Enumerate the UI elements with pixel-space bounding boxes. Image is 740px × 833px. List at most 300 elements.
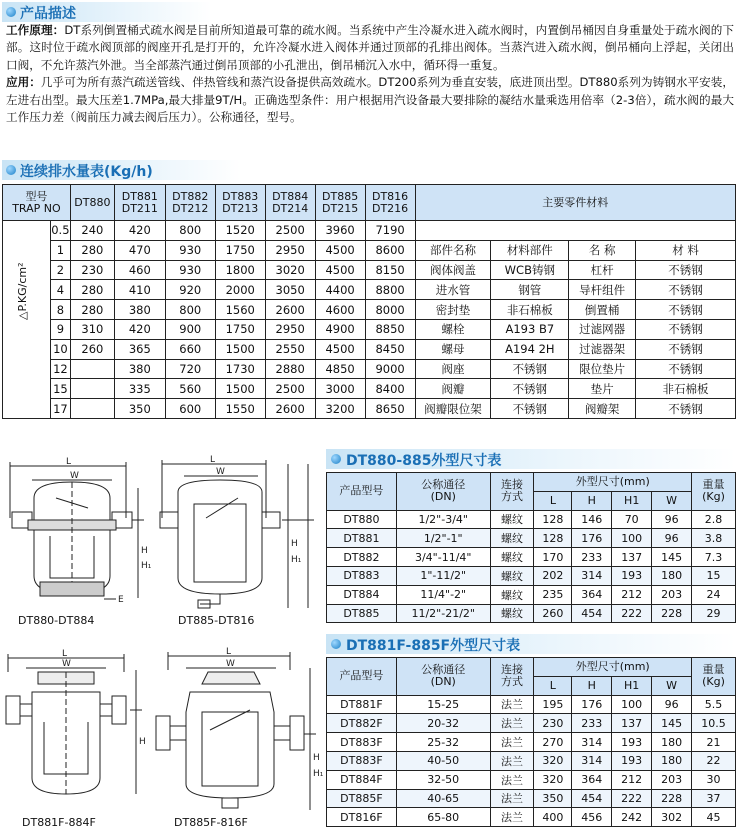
parts-cell: 不锈钢: [491, 399, 569, 419]
parts-cell: 非石棉板: [491, 300, 569, 320]
table-cell: 29: [692, 604, 736, 623]
value-cell: 8600: [365, 240, 415, 260]
value-cell: 1550: [215, 399, 265, 419]
table-cell: 170: [534, 548, 572, 567]
table-row: [3, 359, 736, 379]
table-cell: 37: [692, 789, 736, 808]
table-cell: 193: [612, 733, 652, 752]
table-cell: 320: [534, 751, 572, 770]
dim-label: L: [62, 649, 68, 659]
table-cell: 235: [534, 585, 572, 604]
dp-cell: 0.5: [50, 221, 70, 241]
table-cell: 233: [572, 548, 612, 567]
value-cell: 4500: [315, 339, 365, 359]
table-cell: DT882: [327, 548, 397, 567]
table-cell: 230: [534, 714, 572, 733]
table-cell: 45: [692, 808, 736, 827]
value-cell: 335: [114, 379, 165, 399]
table-cell: 228: [652, 604, 692, 623]
value-cell: 460: [114, 260, 165, 280]
value-cell: 2880: [265, 359, 315, 379]
parts-cell: 阀瓣架: [569, 399, 636, 419]
parts-cell: 不锈钢: [636, 339, 736, 359]
section-title: DT881F-885F外型尺寸表: [346, 638, 521, 654]
dp-cell: 12: [50, 359, 70, 379]
table-cell: 212: [612, 585, 652, 604]
table-cell: DT884: [327, 585, 397, 604]
dim-label: L: [226, 647, 232, 657]
table-row: [327, 548, 736, 567]
dim-label: W: [226, 659, 235, 669]
table-cell: 螺纹: [490, 604, 534, 623]
value-cell: 1520: [215, 221, 265, 241]
table-cell: 3.8: [692, 529, 736, 548]
value-cell: 2600: [265, 300, 315, 320]
table-cell: 7.3: [692, 548, 736, 567]
table-cell: 193: [612, 751, 652, 770]
table-cell: 202: [534, 566, 572, 585]
table-cell: 螺纹: [490, 548, 534, 567]
value-cell: 2500: [265, 221, 315, 241]
value-cell: 4400: [315, 280, 365, 300]
table-cell: 222: [612, 789, 652, 808]
table-cell: 203: [652, 585, 692, 604]
table-cell: DT881F: [327, 695, 397, 714]
table-cell: 100: [612, 529, 652, 548]
value-cell: 280: [70, 300, 114, 320]
hdr-L: L: [534, 491, 572, 510]
table-cell: 212: [612, 770, 652, 789]
parts-cell: 杠杆: [569, 260, 636, 280]
table-row: [327, 733, 736, 752]
table-cell: 180: [652, 566, 692, 585]
col-header: DT881 DT211: [114, 185, 165, 221]
value-cell: 4500: [315, 240, 365, 260]
dim-label: E: [118, 595, 124, 605]
value-cell: 600: [165, 399, 215, 419]
value-cell: 930: [165, 260, 215, 280]
parts-cell: 过滤器架: [569, 339, 636, 359]
hdr-dn: 公称通径 (DN): [396, 473, 490, 511]
parts-cell: 导杆组件: [569, 280, 636, 300]
value-cell: 410: [114, 280, 165, 300]
hdr-model: 产品型号: [327, 473, 397, 511]
table-cell: DT882F: [327, 714, 397, 733]
table-cell: 193: [612, 566, 652, 585]
section-header-thread-dims: [326, 449, 736, 469]
table-cell: 222: [612, 604, 652, 623]
dp-cell: 2: [50, 260, 70, 280]
table-cell: 314: [572, 751, 612, 770]
table-cell: 22: [692, 751, 736, 770]
value-cell: 8450: [365, 339, 415, 359]
parts-blank: [415, 221, 735, 241]
value-cell: [70, 359, 114, 379]
table-cell: 456: [572, 808, 612, 827]
table-cell: DT883F: [327, 751, 397, 770]
table-cell: 11/4"-2": [396, 585, 490, 604]
value-cell: 2550: [265, 339, 315, 359]
parts-cell: 螺母: [415, 339, 491, 359]
table-cell: 270: [534, 733, 572, 752]
dp-cell: 15: [50, 379, 70, 399]
table-cell: 233: [572, 714, 612, 733]
drawing-dt885f-816f: [150, 647, 324, 814]
parts-cell: WCB铸钢: [491, 260, 569, 280]
value-cell: 350: [114, 399, 165, 419]
table-cell: 21: [692, 733, 736, 752]
table-cell: 法兰: [490, 751, 534, 770]
col-header: DT880: [70, 185, 114, 221]
col-header: DT883 DT213: [215, 185, 265, 221]
dim-label: H: [291, 539, 298, 549]
value-cell: 1800: [215, 260, 265, 280]
dim-label: H₁: [141, 561, 152, 571]
parts-cell: 倒置桶: [569, 300, 636, 320]
table-cell: 15-25: [396, 695, 490, 714]
table-cell: DT884F: [327, 770, 397, 789]
hdr-H1: H1: [612, 491, 652, 510]
value-cell: 280: [70, 240, 114, 260]
hdr-W: W: [652, 491, 692, 510]
table-row: [327, 529, 736, 548]
value-cell: 1500: [215, 339, 265, 359]
table-row: [3, 280, 736, 300]
value-cell: 1750: [215, 319, 265, 339]
table-cell: 5.5: [692, 695, 736, 714]
parts-header-cell: 名 称: [569, 240, 636, 260]
table-row: [327, 566, 736, 585]
parts-header-cell: 材料部件: [491, 240, 569, 260]
parts-cell: 不锈钢: [636, 300, 736, 320]
parts-cell: 钢管: [491, 280, 569, 300]
parts-cell: 不锈钢: [491, 359, 569, 379]
value-cell: 4600: [315, 300, 365, 320]
value-cell: 8000: [365, 300, 415, 320]
table-cell: 145: [652, 548, 692, 567]
parts-cell: 阀瓣限位架: [415, 399, 491, 419]
value-cell: 1560: [215, 300, 265, 320]
parts-header-cell: 材 料: [636, 240, 736, 260]
parts-cell: 不锈钢: [636, 359, 736, 379]
table-row: [327, 510, 736, 529]
hdr-H1: H1: [612, 676, 652, 695]
caption-dt880-884: DT880-DT884: [18, 614, 95, 627]
parts-cell: 过滤网器: [569, 319, 636, 339]
flange-dims-table: [326, 657, 736, 827]
table-cell: 20-32: [396, 714, 490, 733]
table-cell: 40-65: [396, 789, 490, 808]
value-cell: 230: [70, 260, 114, 280]
col-header: DT885 DT215: [315, 185, 365, 221]
table-cell: 350: [534, 789, 572, 808]
hdr-size: 外型尺寸(mm): [534, 473, 692, 492]
table-cell: 228: [652, 789, 692, 808]
parts-cell: 不锈钢: [636, 260, 736, 280]
table-row: [327, 714, 736, 733]
table-cell: 螺纹: [490, 510, 534, 529]
bullet-icon: [331, 639, 341, 649]
thread-dims-table: [326, 472, 736, 623]
table-row: [3, 339, 736, 359]
table-cell: DT883: [327, 566, 397, 585]
caption-dt885-816: DT885-DT816: [178, 614, 255, 627]
value-cell: 7190: [365, 221, 415, 241]
hdr-W: W: [652, 676, 692, 695]
table-cell: 176: [572, 529, 612, 548]
dim-label: H: [139, 737, 146, 747]
table-cell: DT816F: [327, 808, 397, 827]
section-header-product-desc: [2, 2, 212, 22]
table-cell: 180: [652, 751, 692, 770]
table-cell: 260: [534, 604, 572, 623]
hdr-model: 产品型号: [327, 658, 397, 696]
hdr-size: 外型尺寸(mm): [534, 658, 692, 677]
dp-cell: 17: [50, 399, 70, 419]
table-row: [3, 399, 736, 419]
table-cell: DT885F: [327, 789, 397, 808]
value-cell: 2500: [265, 379, 315, 399]
table-cell: 24: [692, 585, 736, 604]
value-cell: 4850: [315, 359, 365, 379]
hdr-conn: 连接 方式: [490, 473, 534, 511]
table-row: [3, 379, 736, 399]
col-header: DT816 DT216: [365, 185, 415, 221]
table-cell: 100: [612, 695, 652, 714]
table-cell: 10.5: [692, 714, 736, 733]
value-cell: 560: [165, 379, 215, 399]
table-cell: 法兰: [490, 714, 534, 733]
col-header: DT882 DT212: [165, 185, 215, 221]
value-cell: 2950: [265, 319, 315, 339]
bullet-icon: [6, 7, 16, 17]
value-cell: [70, 379, 114, 399]
parts-cell: 螺栓: [415, 319, 491, 339]
caption-dt885f-816f: DT885F-816F: [174, 816, 248, 829]
table-cell: 180: [652, 733, 692, 752]
dim-label: L: [210, 455, 216, 465]
table-cell: 螺纹: [490, 566, 534, 585]
table-cell: 400: [534, 808, 572, 827]
table-cell: 203: [652, 770, 692, 789]
dim-label: W: [216, 467, 225, 477]
table-cell: 11/2"-21/2": [396, 604, 490, 623]
table-cell: 3/4"-11/4": [396, 548, 490, 567]
dp-cell: 4: [50, 280, 70, 300]
table-cell: 364: [572, 770, 612, 789]
table-cell: 96: [652, 529, 692, 548]
value-cell: 720: [165, 359, 215, 379]
value-cell: 8150: [365, 260, 415, 280]
value-cell: 9000: [365, 359, 415, 379]
table-cell: 454: [572, 789, 612, 808]
table-cell: 32-50: [396, 770, 490, 789]
table-cell: 法兰: [490, 789, 534, 808]
dp-axis-label: △P.KG/cm²: [16, 262, 29, 320]
parts-cell: 不锈钢: [491, 379, 569, 399]
value-cell: 260: [70, 339, 114, 359]
table-cell: DT881: [327, 529, 397, 548]
working-principle: 工作原理：DT系列倒置桶式疏水阀是目前所知道最可靠的疏水阀。当系统中产生冷凝水进入疏水阀时，内置倒吊桶因自身重量处于疏水阀的下部。这时位于疏水阀顶部的阀座开孔是打开的，允许冷凝水进入阀体并通过顶部的孔排出阀体。当蒸汽进入疏水阀，倒吊桶向上浮起，关闭出口阀，不允许蒸汽外泄。当全部蒸汽通过倒吊顶部的小孔泄出，倒吊桶沉入水中，循环得一重复。: [6, 23, 734, 72]
parts-cell: 阀座: [415, 359, 491, 379]
hdr-H: H: [572, 676, 612, 695]
value-cell: 920: [165, 280, 215, 300]
value-cell: 8400: [365, 379, 415, 399]
table-cell: DT883F: [327, 733, 397, 752]
value-cell: 2000: [215, 280, 265, 300]
table-cell: 128: [534, 529, 572, 548]
table-cell: 146: [572, 510, 612, 529]
dp-cell: 8: [50, 300, 70, 320]
capacity-table: [2, 184, 736, 419]
value-cell: 8850: [365, 319, 415, 339]
dim-label: H: [141, 546, 148, 556]
value-cell: 4900: [315, 319, 365, 339]
value-cell: 420: [114, 319, 165, 339]
value-cell: 4500: [315, 260, 365, 280]
dim-label: W: [62, 659, 71, 669]
table-cell: 40-50: [396, 751, 490, 770]
dim-label: L: [66, 457, 72, 467]
dim-label: H: [313, 753, 320, 763]
hdr-weight: 重量 (Kg): [692, 658, 736, 696]
table-cell: 96: [652, 695, 692, 714]
table-cell: 314: [572, 566, 612, 585]
value-cell: 2950: [265, 240, 315, 260]
table-cell: 螺纹: [490, 585, 534, 604]
parts-cell: 垫片: [569, 379, 636, 399]
value-cell: 2600: [265, 399, 315, 419]
table-row: [3, 300, 736, 320]
dp-cell: 1: [50, 240, 70, 260]
value-cell: 420: [114, 221, 165, 241]
table-cell: 145: [652, 714, 692, 733]
table-row: [327, 604, 736, 623]
value-cell: 8650: [365, 399, 415, 419]
value-cell: 8800: [365, 280, 415, 300]
dp-cell: 9: [50, 319, 70, 339]
product-description: [6, 22, 734, 126]
table-cell: 螺纹: [490, 529, 534, 548]
table-row: [3, 319, 736, 339]
table-cell: 195: [534, 695, 572, 714]
parts-cell: 阀体阀盖: [415, 260, 491, 280]
value-cell: 3200: [315, 399, 365, 419]
table-row: [3, 221, 736, 241]
table-cell: 364: [572, 585, 612, 604]
bullet-icon: [6, 165, 16, 175]
table-cell: 1/2"-3/4": [396, 510, 490, 529]
table-cell: DT885: [327, 604, 397, 623]
value-cell: 1750: [215, 240, 265, 260]
hdr-dn: 公称通径 (DN): [396, 658, 490, 696]
parts-cell: 不锈钢: [636, 319, 736, 339]
caption-dt881f-884f: DT881F-884F: [22, 816, 96, 829]
model-header: 型号 TRAP NO: [3, 185, 71, 221]
dim-label: H₁: [313, 769, 324, 779]
table-row: [327, 808, 736, 827]
drawing-dt880-884: [4, 458, 154, 608]
value-cell: 380: [114, 300, 165, 320]
bullet-icon: [331, 454, 341, 464]
table-cell: 176: [572, 695, 612, 714]
table-cell: 454: [572, 604, 612, 623]
hdr-L: L: [534, 676, 572, 695]
hdr-H: H: [572, 491, 612, 510]
value-cell: 800: [165, 221, 215, 241]
hdr-conn: 连接 方式: [490, 658, 534, 696]
dim-label: W: [70, 471, 79, 481]
value-cell: 240: [70, 221, 114, 241]
value-cell: [70, 399, 114, 419]
table-cell: 15: [692, 566, 736, 585]
table-cell: 320: [534, 770, 572, 789]
table-cell: 137: [612, 548, 652, 567]
drawing-dt885-816: [160, 455, 320, 610]
hdr-weight: 重量 (Kg): [692, 473, 736, 511]
drawing-dt881f-884f: [4, 649, 150, 812]
value-cell: 660: [165, 339, 215, 359]
value-cell: 1500: [215, 379, 265, 399]
table-cell: 137: [612, 714, 652, 733]
section-title: 产品描述: [20, 6, 76, 22]
table-row: [327, 695, 736, 714]
table-cell: 314: [572, 733, 612, 752]
parts-header: 主要零件材料: [415, 185, 735, 221]
section-title: DT880-885外型尺寸表: [346, 453, 502, 469]
value-cell: 3000: [315, 379, 365, 399]
parts-cell: 进水管: [415, 280, 491, 300]
table-cell: 128: [534, 510, 572, 529]
table-cell: 25-32: [396, 733, 490, 752]
value-cell: 470: [114, 240, 165, 260]
table-row: [327, 585, 736, 604]
section-header-capacity: [2, 160, 242, 180]
table-cell: 法兰: [490, 695, 534, 714]
value-cell: 380: [114, 359, 165, 379]
value-cell: 3020: [265, 260, 315, 280]
table-cell: 法兰: [490, 770, 534, 789]
col-header: DT884 DT214: [265, 185, 315, 221]
parts-cell: 密封垫: [415, 300, 491, 320]
value-cell: 3050: [265, 280, 315, 300]
table-cell: 96: [652, 510, 692, 529]
dp-cell: 10: [50, 339, 70, 359]
table-row: [327, 789, 736, 808]
parts-cell: 不锈钢: [636, 399, 736, 419]
dim-label: H₁: [291, 555, 302, 565]
table-cell: 2.8: [692, 510, 736, 529]
table-cell: 法兰: [490, 808, 534, 827]
table-cell: 65-80: [396, 808, 490, 827]
parts-header-cell: 部件名称: [415, 240, 491, 260]
table-cell: 242: [612, 808, 652, 827]
section-title: 连续排水量表(Kg/h): [20, 164, 153, 180]
value-cell: 900: [165, 319, 215, 339]
section-header-flange-dims: [326, 634, 736, 654]
table-cell: 30: [692, 770, 736, 789]
value-cell: 280: [70, 280, 114, 300]
value-cell: 1730: [215, 359, 265, 379]
value-cell: 365: [114, 339, 165, 359]
table-row: [3, 260, 736, 280]
table-cell: DT880: [327, 510, 397, 529]
parts-cell: 不锈钢: [636, 280, 736, 300]
value-cell: 310: [70, 319, 114, 339]
table-cell: 1/2"-1": [396, 529, 490, 548]
value-cell: 930: [165, 240, 215, 260]
table-cell: 302: [652, 808, 692, 827]
